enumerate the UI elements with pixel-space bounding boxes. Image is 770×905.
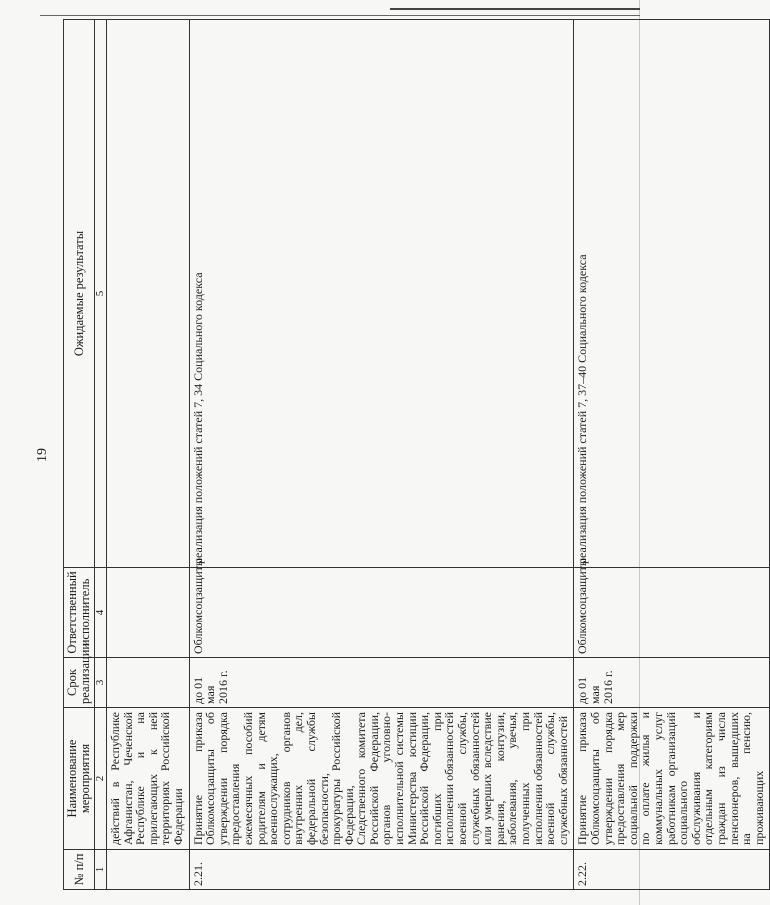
header-name: Наименование мероприятия [64, 708, 95, 850]
page-number: 19 [35, 448, 50, 462]
cell-executor: Облкомсоцзащиты [189, 568, 574, 658]
cell-num: 2.21. [189, 850, 574, 890]
header-executor: Ответственный исполнитель [64, 568, 95, 658]
cell-num: 2.22. [574, 850, 770, 890]
cell-term: до 01 мая 2016 г. [189, 658, 574, 708]
header-num: № п/п [64, 850, 95, 890]
col-number: 3 [95, 658, 107, 708]
cell-name: Принятие приказа Облкомсоцзащиты об утверждении порядка предоставления мер социальной поддержки по оплате жилья и коммунальных услуг работникам организаций социального обслуживания и отдельным категориям граждан из числа пенсионеров, вышедших на пенсию, проживающих [574, 708, 770, 850]
cell-name: действий в Республике Афганистан, Чеченской Республике и на прилегающих к ней территориях Российской Федерации [107, 708, 190, 850]
table-row [189, 20, 574, 890]
scan-artifact-line-thin [40, 15, 640, 16]
cell-num [107, 850, 190, 890]
col-number: 4 [95, 568, 107, 658]
cell-term: до 01 мая 2016 г. [574, 658, 770, 708]
table-header-row [64, 20, 95, 890]
column-number-row [95, 20, 107, 890]
rotated-document-page [25, 20, 766, 890]
table-row-continuation [107, 20, 190, 890]
col-number: 5 [95, 20, 107, 568]
cell-executor [107, 568, 190, 658]
cell-name: Принятие приказа Облкомсоцзащиты об утверждении порядка предоставления ежемесячных пособий родителям и детям военнослужащих, сотрудников органов внутренних дел, федеральной службы безопасности, прокуратуры Российской Федерации, Следственного комитета Российской Федерации, органов уголовно-исполнительной системы Министерства юстиции Российской Федерации, погибших при исполнении обязанностей военной службы, служебных обязанностей или умерших вследствие ранения, контузии, заболевания, увечья, полученных при исполнении обязанностей военной службы, служебных обязанностей [189, 708, 574, 850]
scan-artifact-line [390, 8, 640, 10]
col-number: 2 [95, 708, 107, 850]
table-row [574, 20, 770, 890]
measures-table [63, 19, 770, 890]
cell-results: реализация положений статей 7, 37–40 Социального кодекса [574, 20, 770, 568]
cell-results: реализация положений статей 7, 34 Социального кодекса [189, 20, 574, 568]
header-term: Срок реализации [64, 658, 95, 708]
header-results: Ожидаемые результаты [64, 20, 95, 568]
cell-results [107, 20, 190, 568]
cell-executor: Облкомсоцзащиты [574, 568, 770, 658]
col-number: 1 [95, 850, 107, 890]
cell-term [107, 658, 190, 708]
